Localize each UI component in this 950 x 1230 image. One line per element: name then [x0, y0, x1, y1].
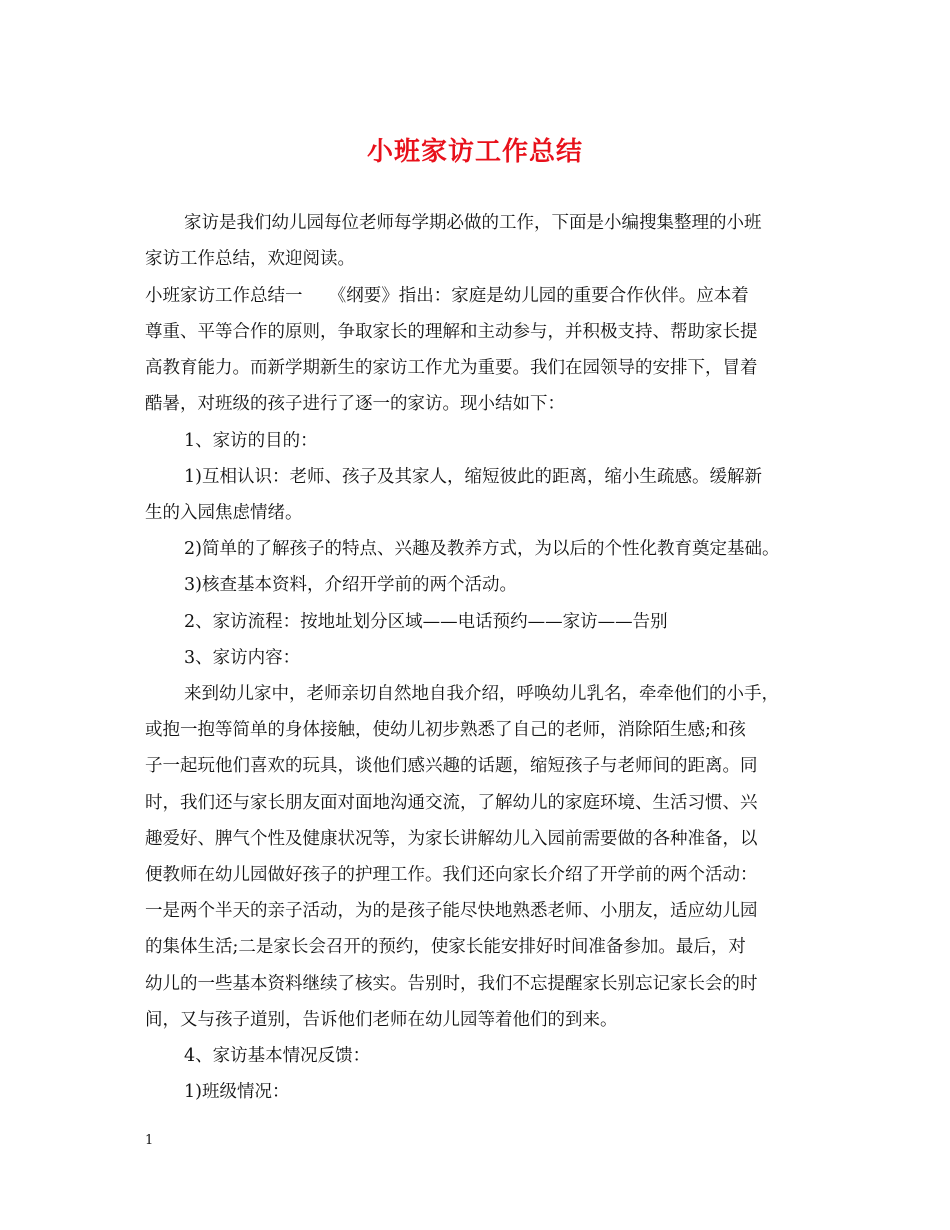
section-heading: 3、家访内容： [184, 648, 301, 668]
body-line: 小班家访工作总结一 《纲要》指出：家庭是幼儿园的重要合作伙伴。应本着 [145, 286, 749, 306]
body-line: 或抱一抱等简单的身体接触，使幼儿初步熟悉了自己的老师，消除陌生感;和孩 [145, 720, 746, 740]
body-line: 的集体生活;二是家长会召开的预约，使家长能安排好时间准备参加。最后，对 [145, 937, 746, 957]
body-line: 趣爱好、脾气个性及健康状况等，为家长讲解幼儿入园前需要做的各种准备，以 [145, 829, 758, 849]
body-line: 生的入园焦虑情绪。 [145, 503, 303, 523]
section-heading: 4、家访基本情况反馈： [184, 1046, 371, 1066]
body-line: 尊重、平等合作的原则，争取家长的理解和主动参与，并积极支持、帮助家长提 [145, 322, 758, 342]
body-line: 间，又与孩子道别，告诉他们老师在幼儿园等着他们的到来。 [145, 1010, 618, 1030]
section-heading: 1、家访的目的： [184, 431, 318, 451]
page-number: 1 [145, 1133, 154, 1148]
body-line: 一是两个半天的亲子活动，为的是孩子能尽快地熟悉老师、小朋友，适应幼儿园 [145, 901, 758, 921]
body-line: 时，我们还与家长朋友面对面地沟通交流，了解幼儿的家庭环境、生活习惯、兴 [145, 793, 758, 813]
body-line: 便教师在幼儿园做好孩子的护理工作。我们还向家长介绍了开学前的两个活动： [145, 865, 758, 885]
body-line: 1)班级情况： [184, 1082, 290, 1102]
body-line: 2)简单的了解孩子的特点、兴趣及教养方式，为以后的个性化教育奠定基础。 [184, 539, 780, 559]
section-heading: 2、家访流程：按地址划分区域——电话预约——家访——告别 [184, 612, 668, 632]
body-line: 家访工作总结，欢迎阅读。 [145, 249, 355, 269]
body-line: 1)互相认识：老师、孩子及其家人，缩短彼此的距离，缩小生疏感。缓解新 [184, 467, 762, 487]
document-title: 小班家访工作总结 [366, 137, 583, 167]
body-line: 家访是我们幼儿园每位老师每学期必做的工作，下面是小编搜集整理的小班 [184, 213, 762, 233]
body-line: 酷暑，对班级的孩子进行了逐一的家访。现小结如下： [145, 394, 565, 414]
body-line: 幼儿的一些基本资料继续了核实。告别时，我们不忘提醒家长别忘记家长会的时 [145, 974, 758, 994]
body-line: 3)核查基本资料，介绍开学前的两个活动。 [184, 575, 517, 595]
body-line: 来到幼儿家中，老师亲切自然地自我介绍，呼唤幼儿乳名，牵牵他们的小手， [184, 684, 779, 704]
body-line: 高教育能力。而新学期新生的家访工作尤为重要。我们在园领导的安排下，冒着 [145, 358, 758, 378]
body-line: 子一起玩他们喜欢的玩具，谈他们感兴趣的话题，缩短孩子与老师间的距离。同 [145, 756, 758, 776]
